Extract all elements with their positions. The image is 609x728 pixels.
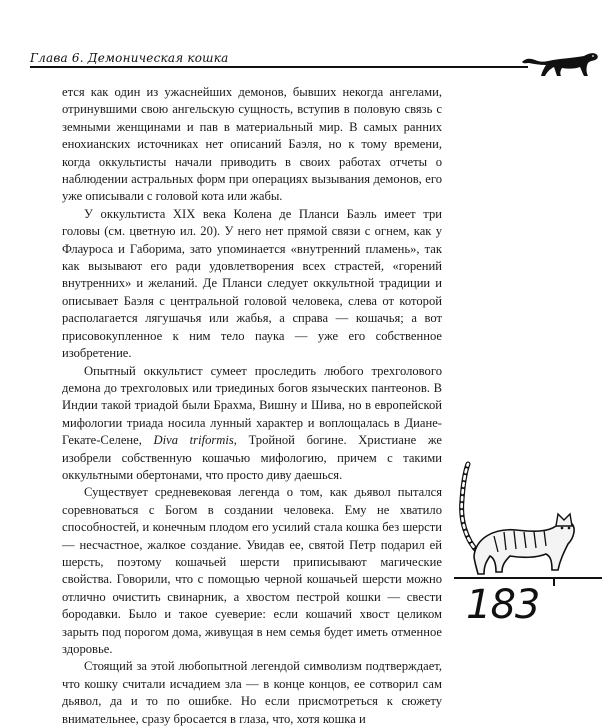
body-text bbox=[62, 84, 442, 728]
header-rule bbox=[30, 66, 528, 68]
black-panther-icon bbox=[520, 48, 600, 78]
paragraph-1: ется как один из ужаснейших демонов, бывших некогда ангелами, отринувшими свою ангельскую сущность, вступив в половую связь с земными женщинами и пав в материальный мир. В самых ранних енохианских источниках нет описаний Баэля, но к тому времени, когда оккультисты начали приводить в своих работах отчеты о наблюдении астральных форм при операциях вызывания демонов, его уже описывали с головой кота или жабы. bbox=[62, 85, 442, 204]
striped-cat-icon bbox=[444, 460, 604, 590]
page-number: 183 bbox=[466, 582, 540, 628]
paragraph-3: Опытный оккультист сумеет проследить любого трехголового демона до трехголовых или триединых богов языческих пантеонов. В Индии такой триадой были Брахма, Вишну и Шива, но в европейской мифологии триада носила лунный характер и воплощалась в Диане-Гекате-Селене, Diva triformis, Тройной богине. Христиане же изобрели собственную кошачью мифологию, причем с такими оккультными обертонами, что просто диву даешься. bbox=[62, 363, 442, 482]
paragraph-2: У оккультиста XIX века Колена де Планси Баэль имеет три головы (см. цветную ил. 20). У него нет прямой связи с огнем, как у Флауроса и Габорима, зато упоминается «внутренний пламень», так как вызывают его ради удовлетворения всех страстей, «горений внутренних» и желаний. Де Планси следует оккультной традиции и описывает Баэля с центральной головой человека, слева от которой располагается лягушачья или жабья, а справа — кошачья; а вот присовокупленное к ним тело паука — уже его собственное изобретение. bbox=[62, 206, 442, 361]
running-header: Глава 6. Демоническая кошка bbox=[30, 51, 229, 65]
paragraph-4: Существует средневековая легенда о том, как дьявол пытался соревноваться с Богом в создании человека. Ему не хватило способностей, и конечным плодом его усилий стала кошка без шерсти — несчастное, жалкое создание. Увидав ее, святой Петр подарил ей шерсть, поэтому кошачьей шерсти приписывают магические свойства. Говорили, что с помощью черной кошачьей шерсти можно отлично очистить свинарник, а хвостом пестрой кошки — свести бородавки. Было и такое суеверие: если кошачий хвост целиком зарыть под порогом дома, живущая в нем семья будет иметь отменное здоровье. bbox=[62, 485, 442, 656]
paragraph-5: Стоящий за этой любопытной легендой символизм подтверждает, что кошку считали исчадием зла — в конце концов, ее сотворил сам дьявол, да и то по ошибке. Но если присмотреться к сюжету внимательнее, сразу бросается в глаза, что, хотя кошка и bbox=[62, 659, 442, 726]
